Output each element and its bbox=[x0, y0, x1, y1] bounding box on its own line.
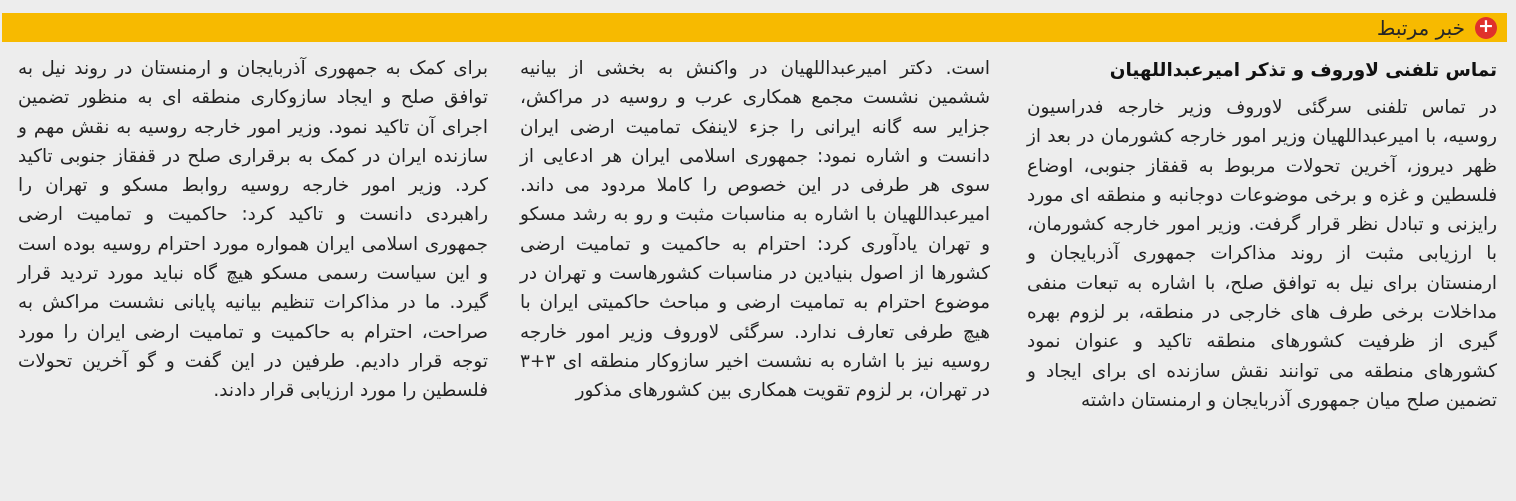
article-title: تماس تلفنی لاوروف و تذکر امیرعبداللهیان bbox=[1109, 60, 1497, 81]
article-paragraph-3: برای کمک به جمهوری آذربایجان و ارمنستان در روند نیل به توافق صلح و ایجاد سازوکاری منطقه ای به منظور تضمین اجرای آن تاکید نمود. وزیر امور خارجه روسیه به نقش مهم و سازنده ایران در کمک به برقراری صلح در قفقاز جنوبی تاکید کرد. وزیر امور خارجه روسیه روابط مسکو و تهران را راهبردی دانست و تاکید کرد: حاکمیت و تمامیت ارضی جمهوری اسلامی ایران همواره مورد احترام روسیه بوده است و این سیاست رسمی مسکو هیچ گاه نباید مورد تردید قرار گیرد. ما در مذاکرات تنظیم بیانیه پایانی نشست مراکش به صراحت، احترام به حاکمیت و تمامیت ارضی ایران را مورد توجه قرار دادیم. طرفین در این گفت و گو آخرین تحولات فلسطین را مورد ارزیابی قرار دادند. bbox=[18, 58, 488, 402]
article-paragraph-2: است. دکتر امیرعبداللهیان در واکنش به بخشی از بیانیه ششمین نشست مجمع همکاری عرب و روسیه در مراکش، جزایر سه گانه ایرانی را جزء لاینفک تمامیت ارضی ایران دانست و اشاره نمود: جمهوری اسلامی ایران هر ادعایی از سوی هر طرفی در این خصوص را کاملا مردود می داند. امیرعبداللهیان با اشاره به مناسبات مثبت و رو به رشد مسکو و تهران یادآوری کرد: احترام به حاکمیت و تمامیت ارضی کشورها از اصول بنیادین در مناسبات کشورهاست و تهران در موضوع احترام به تمامیت ارضی و مباحث حاکمیتی ایران با هیچ طرفی تعارف ندارد. سرگئی لاوروف وزیر امور خارجه روسیه نیز با اشاره به نشست اخیر سازوکار منطقه ای ۳+۳ در تهران، بر لزوم تقویت همکاری بین کشورهای مذکور bbox=[520, 58, 990, 402]
article-column-1 bbox=[1027, 54, 1497, 415]
article-body bbox=[8, 54, 1502, 494]
plus-icon-glyph: + bbox=[1478, 15, 1494, 37]
related-news-header bbox=[2, 13, 1507, 42]
article-column-2 bbox=[520, 54, 990, 406]
article-column-3 bbox=[18, 54, 488, 406]
plus-icon[interactable] bbox=[1475, 17, 1497, 39]
section-title: خبر مرتبط bbox=[1376, 15, 1465, 40]
article-paragraph-1: در تماس تلفنی سرگئی لاوروف وزیر خارجه فدراسیون روسیه، با امیرعبداللهیان وزیر امور خارجه کشورمان در بعد از ظهر دیروز، آخرین تحولات مربوط به قفقاز جنوبی، اوضاع فلسطین و غزه و برخی موضوعات دوجانبه و منطقه ای مورد رایزنی و تبادل نظر قرار گرفت. وزیر امور خارجه کشورمان، با ارزیابی مثبت از روند مذاکرات جمهوری آذربایجان و ارمنستان برای نیل به توافق صلح، با اشاره به تبعات منفی مداخلات برخی طرف های خارجی در منطقه، بر لزوم بهره گیری از ظرفیت کشورهای منطقه تاکید و عنوان نمود کشورهای منطقه می توانند نقش سازنده ای برای ایجاد و تضمین صلح میان جمهوری آذربایجان و ارمنستان داشته bbox=[1027, 97, 1497, 411]
